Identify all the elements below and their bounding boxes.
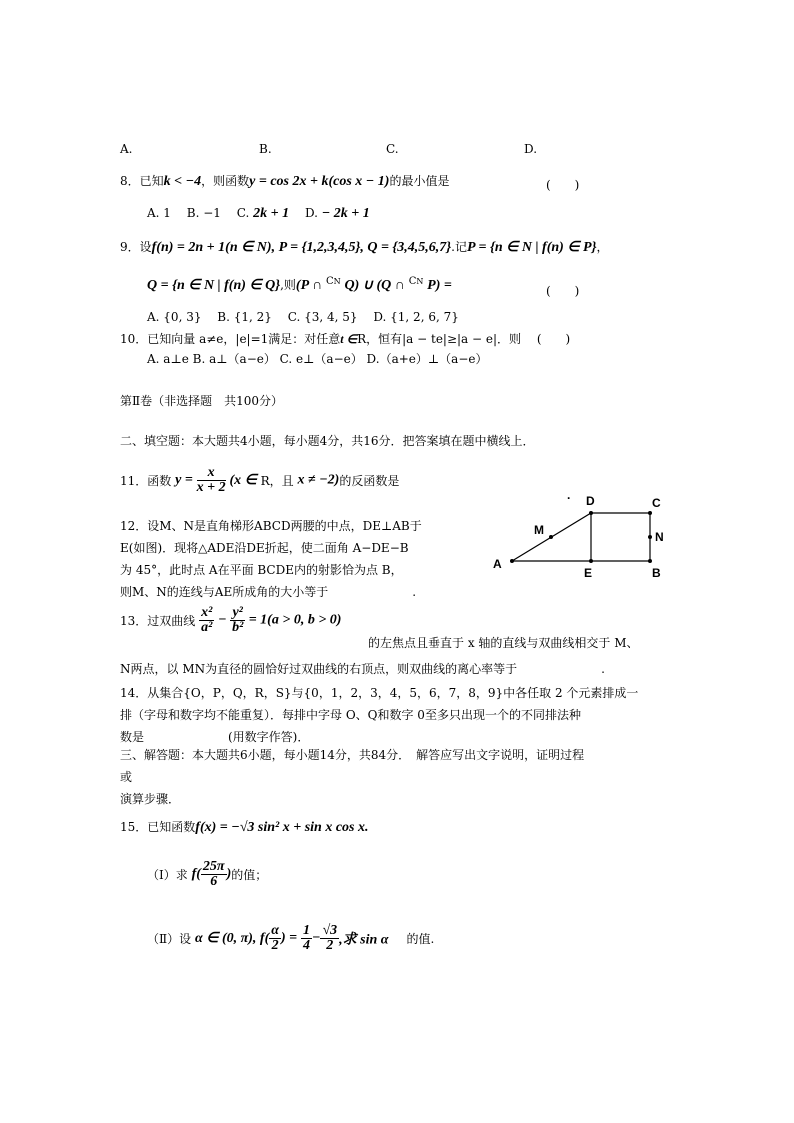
q8-option-c: C.: [236, 206, 250, 220]
question-11: [120, 466, 399, 495]
q7-option-a: A.: [120, 142, 133, 156]
q15-part-1-numerator: 25π: [202, 859, 225, 874]
q8-mid: ，则函数: [201, 174, 250, 188]
q14-line-3: 数是 (用数字作答)．: [120, 730, 310, 744]
label-e: E: [584, 566, 593, 580]
q15-part-2-root-numerator: √3: [322, 923, 338, 938]
q8-prefix: 8．已知: [120, 174, 164, 188]
q9-complement-1: [326, 276, 341, 287]
q8-paren: ( ): [546, 178, 580, 192]
q8-post: 的最小值是: [389, 174, 450, 188]
q13-x-denominator: a²: [201, 620, 213, 635]
q8-function: y = cos 2x + k(cos x − 1): [249, 174, 390, 189]
point-d: [589, 511, 593, 515]
q15-part-1-close: ): [226, 866, 232, 882]
q11-y: y =: [175, 472, 193, 488]
question-15: [120, 818, 369, 836]
trapezoid-outline: [512, 513, 650, 561]
figure-dot: .: [567, 488, 571, 502]
q15-prefix: 15．已知函数: [120, 820, 196, 834]
q7-option-b: B.: [259, 142, 272, 156]
q9-line2: [147, 276, 452, 294]
q11-denominator: x + 2: [196, 480, 226, 495]
q15-part-1-label: （Ⅰ）求: [147, 868, 188, 882]
q15-part-1-denominator: 6: [210, 874, 218, 889]
q13-prefix: 13．过双曲线: [120, 614, 196, 628]
q13-y-denominator: b²: [232, 620, 244, 635]
q11-condition: x ≠ −2): [297, 472, 340, 488]
q9-complement-2: [409, 276, 424, 287]
q13-minus: −: [218, 612, 227, 628]
q9-set-q: Q = {n ∈ N | f(n) ∈ Q}: [147, 278, 281, 293]
q15-part-1-f: f(: [191, 866, 201, 882]
label-n: N: [655, 530, 664, 544]
q15-part-2-root-denominator: 2: [326, 938, 334, 953]
q15-part-2-alpha-denominator: 2: [271, 938, 279, 953]
label-m: M: [534, 523, 544, 537]
q15-part-2-expr-c: ,求 sin α: [339, 932, 389, 948]
q12-line-2: E(如图)．现将△ADE沿DE折起，使二面角 A−DE−B: [120, 541, 409, 555]
q15-part-2-minus: −: [311, 930, 321, 946]
q13-fraction-x: [199, 606, 214, 635]
q15-part-2-quarter-denominator: 4: [302, 938, 310, 953]
q15-part-2-quarter-fraction: [301, 924, 312, 953]
q13-post: 的左焦点且垂直于 x 轴的直线与双曲线相交于 M、: [368, 636, 639, 650]
q8-options: [147, 204, 370, 222]
q15-part-2-post: 的值.: [406, 932, 435, 946]
point-n: [648, 535, 652, 539]
point-c: [648, 511, 652, 515]
q9-complement-2-sub: N: [416, 277, 424, 286]
question-8: [120, 172, 449, 190]
q9-expr-b: Q) ∪ (Q ∩: [344, 278, 405, 293]
q12-line-3: 为 45°，此时点 A在平面 BCDE内的射影恰为点 B，: [120, 563, 403, 577]
q13-y-numerator: y²: [232, 605, 243, 620]
q9-expr-c: P) =: [427, 278, 452, 293]
q9-complement-1-symbol: C: [326, 276, 334, 287]
q9-set-p: P = {n ∈ N | f(n) ∈ P}: [467, 240, 597, 255]
q15-part-2-alpha-fraction: [269, 924, 281, 953]
q15-part-2-quarter-numerator: 1: [302, 923, 310, 938]
label-b: B: [652, 566, 661, 580]
section-2-header: 二、填空题：本大题共4小题，每小题4分，共16分．把答案填在题中横线上．: [120, 434, 535, 448]
point-a: [510, 559, 514, 563]
q13-fraction-y: [230, 606, 244, 635]
q9-definition: f(n) = 2n + 1(n ∈ N), P = {1,2,3,4,5}, Q = {3,4,5,6,7}: [151, 240, 452, 255]
q9-complement-1-sub: N: [333, 277, 341, 286]
q15-part-2-alpha-numerator: α: [271, 923, 279, 938]
q15-part-1: [147, 860, 267, 889]
q9-paren: ( ): [546, 284, 580, 298]
q9-prefix: 9．设: [120, 240, 152, 254]
q7-option-d: D.: [524, 142, 538, 156]
point-m: [549, 535, 553, 539]
question-13: [120, 606, 341, 635]
q15-function: f(x) = −√3 sin² x + sin x cos x.: [195, 820, 369, 835]
q15-part-2-root-fraction: [320, 924, 339, 953]
q11-r: R，且: [260, 474, 294, 488]
q11-post: 的反函数是: [339, 474, 400, 488]
section-3-line-1: 三、解答题：本大题共6小题，每小题14分，共84分． 解答应写出文字说明，证明过程: [120, 748, 585, 762]
q11-fraction: [197, 466, 226, 495]
q10-options: A. a⊥e B. a⊥（a−e） C. e⊥（a−e） D.（a+e）⊥（a−e）: [147, 352, 488, 366]
q9-mid: .记: [451, 240, 467, 254]
q13-x-numerator: x²: [201, 605, 213, 620]
q10-stem-b: R，恒有|a − te|≥|a − e|．则 ( ): [357, 332, 571, 346]
q8-option-b: B. −1: [186, 206, 221, 220]
q7-option-c: C.: [386, 142, 399, 156]
q15-part-2-expr-b: ) =: [280, 930, 298, 946]
q9-expr-a: (P ∩: [295, 278, 323, 293]
q13-line-2: N两点，以 MN为直径的圆恰好过双曲线的右顶点，则双曲线的离心率等于 .: [120, 662, 605, 676]
q8-condition: k < −4: [163, 174, 202, 189]
label-d: D: [586, 494, 595, 508]
q11-domain: (x ∈: [229, 473, 257, 488]
section-3-line-3: 演算步骤．: [120, 792, 181, 806]
q15-part-1-fraction: [201, 860, 227, 889]
q15-part-2-expr-a: α ∈ (0, π), f(: [195, 931, 270, 946]
q13-equation-tail: = 1(a > 0, b > 0): [248, 612, 342, 628]
q10-t-in: t ∈: [340, 332, 358, 346]
q8-option-d: D.: [304, 206, 318, 220]
question-14: [120, 682, 638, 748]
q15-part-2-label: （Ⅱ）设: [147, 932, 192, 946]
point-e: [589, 559, 593, 563]
q9-complement-2-symbol: C: [408, 276, 417, 287]
part-2-title: 第Ⅱ卷（非选择题 共100分）: [120, 394, 284, 408]
q9-then: ,则: [280, 278, 296, 292]
q15-part-1-post: 的值；: [231, 868, 268, 882]
question-12: [120, 515, 422, 603]
q14-line-2: 排（字母和数字均不能重复）．每排中字母 O、Q和数字 0至多只出现一个的不同排法种: [120, 708, 581, 722]
q8-option-c-expr: 2k + 1: [253, 206, 290, 221]
label-a: A: [493, 557, 502, 571]
q8-option-d-expr: − 2k + 1: [321, 206, 370, 221]
q10-stem-a: 10．已知向量 a≠e，|e|=1满足：对任意: [120, 332, 341, 346]
q15-part-2: [147, 924, 434, 953]
label-c: C: [652, 496, 661, 510]
q11-numerator: x: [197, 466, 226, 481]
section-3-header: [120, 744, 584, 810]
q9-options: A. {0, 3} B. {1, 2} C. {3, 4, 5} D. {1, 2, 6, 7}: [147, 310, 459, 324]
question-10: [120, 330, 570, 347]
point-b: [648, 559, 652, 563]
section-3-line-2: 或: [120, 770, 133, 784]
q11-prefix: 11．函数: [120, 474, 172, 488]
q12-line-4: 则M、N的连线与AE所成角的大小等于 .: [120, 585, 417, 599]
question-9: [120, 238, 608, 256]
q14-line-1: 14．从集合{O，P，Q，R，S}与{0，1，2，3，4，5，6，7，8，9}中各任取 2 个元素排成一: [120, 686, 639, 700]
q9-comma: ，: [596, 240, 609, 254]
trapezoid-figure: [488, 488, 678, 588]
q8-option-a: A. 1: [147, 206, 171, 220]
q12-line-1: 12．设M、N是直角梯形ABCD两腰的中点，DE⊥AB于: [120, 519, 422, 533]
